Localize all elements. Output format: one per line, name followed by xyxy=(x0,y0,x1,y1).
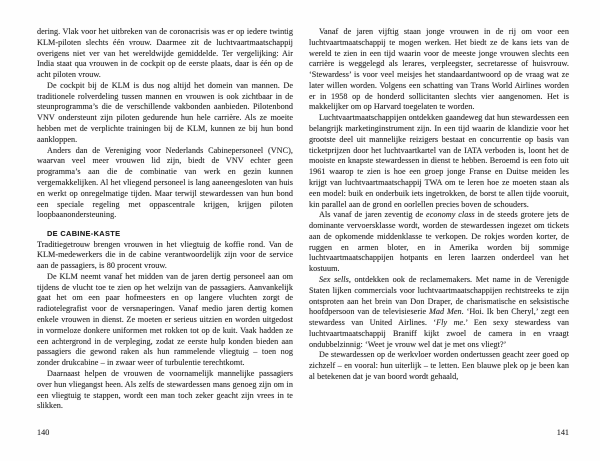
italic-phrase: Sex sells xyxy=(319,274,349,284)
page-number-left: 140 xyxy=(37,428,50,437)
paragraph: Vanaf de jaren vijftig staan jonge vrouwen in de rij om voor een luchtvaartmaatschappij te mogen werken. Het biedt ze de kans iets van de wereld te zien in een tijd waarin voor de meeste jonge vrouwen slechts een carrière is weggelegd als lerares, verpleegster, secretaresse of huisvrouw. ‘Stewardess’ is voor veel meisjes het standaardantwoord op de vraag wat ze later willen worden. Volgens een schatting van Trans World Airlines worden er in 1958 op de honderd sollicitanten slechts vier aangenomen. Het is makkelijker om op Harvard toegelaten te worden. xyxy=(309,27,569,112)
paragraph: Luchtvaartmaatschappijen ontdekken gaandeweg dat hun stewardessen een belangrijk marketinginstrument zijn. In een tijd waarin de klandizie voor het grootste deel uit mannelijke reizigers bestaat en concurrentie op basis van ticketprijzen door het luchtvaartkartel van de IATA verboden is, loont het de mooiste en knapste stewardessen in dienst te hebben. Beroemd is een foto uit 1961 waarop te zien is hoe een groep jonge Franse en Duitse meiden les krijgt van luchtvaartmaatschappij TWA om te leren hoe ze moeten staan als een model: buik en onderbuik iets ingetrokken, de borst te allen tijde vooruit, kin parallel aan de grond en oorlellen precies boven de schouders. xyxy=(309,113,569,209)
paragraph xyxy=(309,275,569,350)
paragraph: Traditiegetrouw brengen vrouwen in het vliegtuig de koffie rond. Van de KLM-medewerkers die in de cabine verantwoordelijk zijn voor de service aan de passagiers, is 80 procent vrouw. xyxy=(37,239,293,271)
paragraph: De KLM neemt vanaf het midden van de jaren dertig personeel aan om tijdens de vlucht toe te zien op het welzijn van de passagiers. Aanvankelijk gaat het om een paar hofmeesters en op langere vluchten zorgt de radiotelegrafist voor de versnaperingen. Vanaf medio jaren dertig komen enkele vrouwen in dienst. Ze moeten er serieus uitzien en worden uitgedost in vormeloze donkere uniformen met rokken tot op de kuit. Vaak hadden ze een achtergrond in de verpleging, zodat ze eerste hulp konden bieden aan passagiers die gewond raken als hun rammelende vliegtuig – toen nog zonder drukcabine – in zwaar weer of turbulentie terechtkomt. xyxy=(37,271,293,368)
page-right xyxy=(300,0,600,461)
page-right-text xyxy=(309,27,569,383)
paragraph xyxy=(309,210,569,275)
text-run: , ontdekken ook de reclamemakers. Met name in de Verenigde Staten lijken commercials voor luchtvaartmaatschappijen rechtstreeks te zijn ontsproten aan het brein van Don Draper, de charismatische en seksistische hoofdpersoon van de televisieserie xyxy=(309,274,569,317)
paragraph: De cockpit bij de KLM is dus nog altijd het domein van mannen. De traditionele rolverdeling tussen mannen en vrouwen is ook zichtbaar in de steunprogramma’s die de verschillende vakbonden aanbieden. Pilotenbond VNV ondersteunt zijn piloten gedurende hun hele carrière. Als ze moeite hebben met de verplichte trainingen bij de KLM, kunnen ze bij hun bond aankloppen. xyxy=(37,80,293,144)
page-number-right: 141 xyxy=(556,428,569,437)
paragraph: Daarnaast helpen de vrouwen de voornamelijk mannelijke passagiers over hun vliegangst heen. Als zelfs de stewardessen mans genoeg zijn om in een vliegtuig te stappen, wordt een man toch zeker geacht zijn vrees in te slikken. xyxy=(37,368,293,411)
italic-phrase: Mad Men xyxy=(428,307,462,317)
text-run: .’ Een sexy stewardess van luchtvaartmaatschappij Braniff kijkt zwoel de camera in en vraagt ondubbelzinnig: ‘Weet je vrouw wel dat je met ons vliegt?’ xyxy=(309,318,570,349)
page-left-text xyxy=(37,27,293,412)
section-heading: DE CABINE-KASTE xyxy=(47,229,121,239)
italic-phrase: Fly me xyxy=(436,318,464,328)
text-run: in de steeds grotere jets de dominante vervoersklasse wordt, worden de stewardessen ingezet om tickets aan de opkomende middenklasse te verkopen. De rokjes worden korter, de ruggen en armen bloter, en in Amerika worden bij sommige luchtvaartmaatschappijen hotpants en leren laarzen onderdeel van het kostuum. xyxy=(309,210,570,274)
italic-phrase: economy class xyxy=(426,210,475,220)
paragraph: dering. Vlak voor het uitbreken van de coronacrisis was er op iedere twintig KLM-piloten slechts één vrouw. Daarmee zit de luchtvaartmaatschappij overigens niet ver van het wereldwijde gemiddelde. Ter vergelijking: Air India staat qua vrouwen in de cockpit op de eerste plaats, daar is één op de acht piloten vrouw. xyxy=(37,27,293,80)
text-run: . ‘Hoi. Ik ben Cheryl,’ zegt een stewardess van United Airlines. ‘ xyxy=(309,307,570,328)
text-run: Als vanaf de jaren zeventig de xyxy=(319,210,427,220)
paragraph: Anders dan de Vereniging voor Nederlands Cabinepersoneel (VNC), waarvan veel meer vrouwen lid zijn, biedt de VNV echter geen programma’s aan die de combinatie van werk en gezin kunnen vergemakkelijken. Al het vliegend personeel is lang aaneengesloten van huis en werkt op onregelmatige tijden. Maar terwijl stewardessen van hun bond een speciale regeling met oppascentrale krijgen, krijgen piloten loopbaanondersteuning. xyxy=(37,145,293,220)
paragraph: De stewardessen op de werkvloer worden ondertussen geacht zeer goed op zichzelf – en vooral: hun uiterlijk – te letten. Een blauwe plek op je been kan al betekenen dat je van boord wordt gehaald, xyxy=(309,350,569,381)
